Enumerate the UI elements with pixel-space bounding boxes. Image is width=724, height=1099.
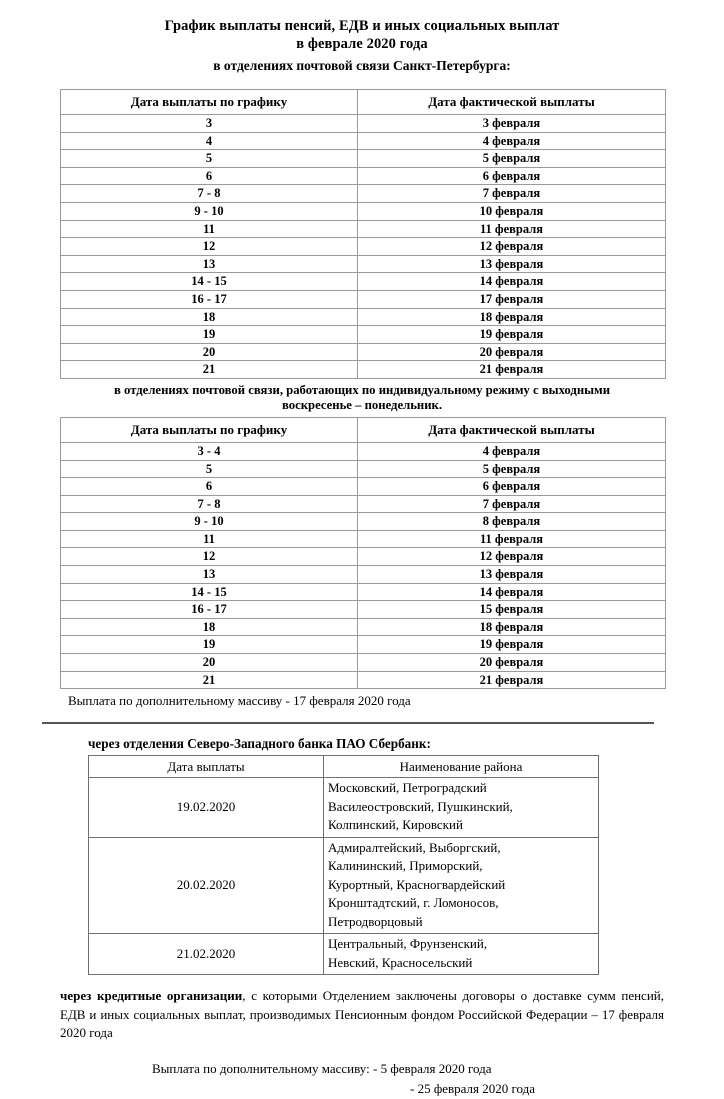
document-title-block bbox=[0, 0, 724, 76]
table-row bbox=[61, 326, 666, 344]
cell-actual-date: 19 февраля bbox=[358, 326, 666, 344]
cell-actual-date: 7 февраля bbox=[358, 185, 666, 203]
credit-organizations-lead: через кредитные организации bbox=[60, 988, 243, 1004]
table-row bbox=[61, 343, 666, 361]
column-header-scheduled-date: Дата выплаты по графику bbox=[61, 417, 358, 442]
cell-actual-date: 18 февраля bbox=[358, 618, 666, 636]
table-header-row bbox=[61, 90, 666, 115]
cell-scheduled-date: 11 bbox=[61, 220, 358, 238]
cell-scheduled-date: 20 bbox=[61, 654, 358, 672]
table-row bbox=[61, 530, 666, 548]
table-row bbox=[61, 185, 666, 203]
table-row bbox=[61, 671, 666, 689]
cell-actual-date: 14 февраля bbox=[358, 583, 666, 601]
cell-scheduled-date: 5 bbox=[61, 150, 358, 168]
cell-district-list bbox=[324, 837, 599, 934]
table-row bbox=[61, 636, 666, 654]
table-row bbox=[89, 778, 599, 838]
cell-actual-date: 20 февраля bbox=[358, 654, 666, 672]
cell-scheduled-date: 7 - 8 bbox=[61, 495, 358, 513]
cell-actual-date: 13 февраля bbox=[358, 566, 666, 584]
district-line: Петродворцовый bbox=[328, 913, 423, 929]
post-offices-schedule-table bbox=[60, 89, 666, 379]
cell-scheduled-date: 21 bbox=[61, 671, 358, 689]
post-offices-table-body bbox=[61, 115, 666, 379]
table-row bbox=[61, 361, 666, 379]
table-row bbox=[61, 478, 666, 496]
column-header-payment-date: Дата выплаты bbox=[89, 756, 324, 778]
cell-scheduled-date: 18 bbox=[61, 308, 358, 326]
cell-scheduled-date: 13 bbox=[61, 566, 358, 584]
district-line: Невский, Красносельский bbox=[328, 954, 473, 970]
table-row bbox=[89, 837, 599, 934]
cell-scheduled-date: 18 bbox=[61, 618, 358, 636]
table-row bbox=[61, 220, 666, 238]
table-row bbox=[61, 566, 666, 584]
section-divider bbox=[42, 722, 654, 724]
district-line: Кронштадтский, г. Ломоносов, bbox=[328, 895, 499, 911]
individual-schedule-table-container bbox=[60, 417, 665, 689]
cell-actual-date: 18 февраля bbox=[358, 308, 666, 326]
district-line: Василеостровский, Пушкинский, bbox=[328, 798, 513, 814]
cell-district-list bbox=[324, 934, 599, 975]
column-header-scheduled-date: Дата выплаты по графику bbox=[61, 90, 358, 115]
table-row bbox=[61, 654, 666, 672]
footer-payment-lines bbox=[152, 1059, 724, 1099]
district-line: Московский, Петроградский bbox=[328, 780, 487, 796]
district-line: Калининский, Приморский, bbox=[328, 858, 483, 874]
footer-payment-line-2: - 25 февраля 2020 года bbox=[410, 1080, 536, 1096]
cell-scheduled-date: 3 bbox=[61, 115, 358, 133]
cell-scheduled-date: 16 - 17 bbox=[61, 601, 358, 619]
table-header-row bbox=[61, 417, 666, 442]
cell-actual-date: 17 февраля bbox=[358, 290, 666, 308]
table-row bbox=[61, 167, 666, 185]
cell-actual-date: 5 февраля bbox=[358, 150, 666, 168]
cell-actual-date: 11 февраля bbox=[358, 220, 666, 238]
cell-actual-date: 13 февраля bbox=[358, 255, 666, 273]
cell-scheduled-date: 9 - 10 bbox=[61, 202, 358, 220]
cell-actual-date: 12 февраля bbox=[358, 238, 666, 256]
cell-actual-date: 8 февраля bbox=[358, 513, 666, 531]
table-row bbox=[61, 255, 666, 273]
additional-array-note: Выплата по дополнительному массиву - 17 февраля 2020 года bbox=[68, 693, 411, 709]
column-header-district-name: Наименование района bbox=[324, 756, 599, 778]
cell-actual-date: 5 февраля bbox=[358, 460, 666, 478]
district-line: Центральный, Фрунзенский, bbox=[328, 936, 488, 952]
table-header-row bbox=[89, 756, 599, 778]
cell-scheduled-date: 14 - 15 bbox=[61, 583, 358, 601]
individual-schedule-subtitle-line1: в отделениях почтовой связи, работающих по индивидуальному режиму с выходными bbox=[114, 382, 610, 397]
cell-scheduled-date: 3 - 4 bbox=[61, 442, 358, 460]
cell-scheduled-date: 12 bbox=[61, 238, 358, 256]
cell-scheduled-date: 9 - 10 bbox=[61, 513, 358, 531]
cell-payment-date: 21.02.2020 bbox=[89, 934, 324, 975]
table-row bbox=[61, 202, 666, 220]
column-header-actual-date: Дата фактической выплаты bbox=[358, 417, 666, 442]
cell-scheduled-date: 14 - 15 bbox=[61, 273, 358, 291]
cell-actual-date: 6 февраля bbox=[358, 478, 666, 496]
cell-scheduled-date: 21 bbox=[61, 361, 358, 379]
cell-scheduled-date: 7 - 8 bbox=[61, 185, 358, 203]
cell-actual-date: 21 февраля bbox=[358, 671, 666, 689]
page-title: График выплаты пенсий, ЕДВ и иных социальных выплат bbox=[164, 18, 560, 34]
individual-schedule-table bbox=[60, 417, 666, 689]
district-line: Адмиралтейский, Выборгский, bbox=[328, 839, 501, 855]
cell-scheduled-date: 11 bbox=[61, 530, 358, 548]
table-row bbox=[61, 132, 666, 150]
table-row bbox=[61, 548, 666, 566]
cell-scheduled-date: 12 bbox=[61, 548, 358, 566]
cell-payment-date: 20.02.2020 bbox=[89, 837, 324, 934]
table-row bbox=[61, 238, 666, 256]
cell-scheduled-date: 4 bbox=[61, 132, 358, 150]
cell-scheduled-date: 19 bbox=[61, 326, 358, 344]
cell-scheduled-date: 16 - 17 bbox=[61, 290, 358, 308]
table-row bbox=[61, 442, 666, 460]
cell-actual-date: 3 февраля bbox=[358, 115, 666, 133]
cell-actual-date: 20 февраля bbox=[358, 343, 666, 361]
cell-actual-date: 19 февраля bbox=[358, 636, 666, 654]
cell-actual-date: 6 февраля bbox=[358, 167, 666, 185]
cell-scheduled-date: 6 bbox=[61, 167, 358, 185]
table-row bbox=[61, 273, 666, 291]
sberbank-section-heading: через отделения Северо-Западного банка ПАО Сбербанк: bbox=[88, 736, 431, 752]
individual-schedule-subtitle bbox=[42, 383, 682, 414]
cell-actual-date: 10 февраля bbox=[358, 202, 666, 220]
footer-payment-line-1: Выплата по дополнительному массиву: - 5 февраля 2020 года bbox=[152, 1060, 492, 1076]
district-line: Курортный, Красногвардейский bbox=[328, 876, 506, 892]
table-row bbox=[61, 618, 666, 636]
table-row bbox=[61, 290, 666, 308]
cell-actual-date: 12 февраля bbox=[358, 548, 666, 566]
cell-scheduled-date: 20 bbox=[61, 343, 358, 361]
cell-scheduled-date: 6 bbox=[61, 478, 358, 496]
table-row bbox=[89, 934, 599, 975]
individual-schedule-subtitle-line2: воскресенье – понедельник. bbox=[281, 398, 443, 413]
cell-actual-date: 4 февраля bbox=[358, 132, 666, 150]
cell-actual-date: 11 февраля bbox=[358, 530, 666, 548]
cell-actual-date: 7 февраля bbox=[358, 495, 666, 513]
cell-actual-date: 21 февраля bbox=[358, 361, 666, 379]
table-row bbox=[61, 513, 666, 531]
table-row bbox=[61, 583, 666, 601]
table-row bbox=[61, 495, 666, 513]
page-title-period: в феврале 2020 года bbox=[296, 36, 428, 52]
cell-actual-date: 4 февраля bbox=[358, 442, 666, 460]
individual-schedule-table-body bbox=[61, 442, 666, 688]
credit-organizations-paragraph bbox=[60, 987, 664, 1043]
table-row bbox=[61, 601, 666, 619]
cell-payment-date: 19.02.2020 bbox=[89, 778, 324, 838]
sberbank-table-container bbox=[88, 755, 598, 975]
page-subtitle-post-offices: в отделениях почтовой связи Санкт-Петербурга: bbox=[213, 58, 511, 73]
cell-actual-date: 14 февраля bbox=[358, 273, 666, 291]
table-row bbox=[61, 115, 666, 133]
cell-scheduled-date: 13 bbox=[61, 255, 358, 273]
cell-district-list bbox=[324, 778, 599, 838]
sberbank-districts-table bbox=[88, 755, 599, 975]
post-offices-table-container bbox=[60, 89, 665, 379]
cell-actual-date: 15 февраля bbox=[358, 601, 666, 619]
table-row bbox=[61, 308, 666, 326]
credit-organizations-body: , с которыми Отделением заключены договоры о доставке сумм пенсий, ЕДВ и иных социальных выплат, производимых Пенсионным фондом Российской Федерации – 17 февраля 2020 года bbox=[60, 988, 664, 1041]
table-row bbox=[61, 150, 666, 168]
sberbank-table-body bbox=[89, 778, 599, 975]
column-header-actual-date: Дата фактической выплаты bbox=[358, 90, 666, 115]
district-line: Колпинский, Кировский bbox=[328, 817, 463, 833]
cell-scheduled-date: 5 bbox=[61, 460, 358, 478]
table-row bbox=[61, 460, 666, 478]
cell-scheduled-date: 19 bbox=[61, 636, 358, 654]
